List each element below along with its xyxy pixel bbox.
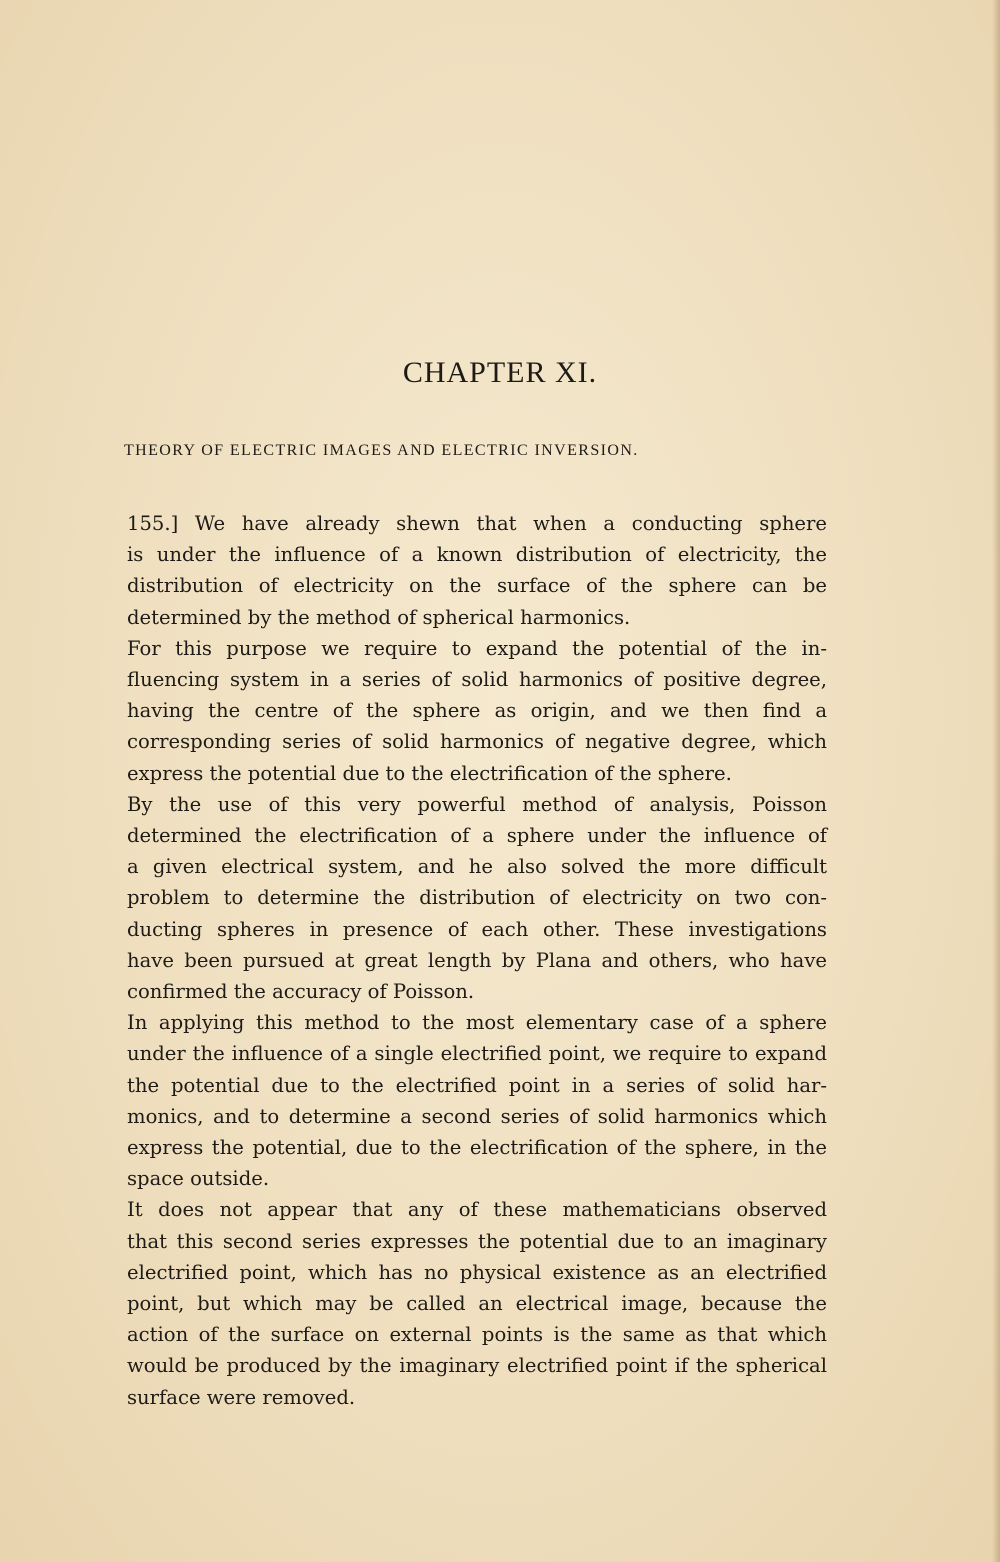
text-line: the potential due to the electrified point in a series of solid har- [127, 1073, 827, 1097]
text-line: that this second series expresses the potential due to an imaginary [127, 1229, 827, 1253]
text-line: corresponding series of solid harmonics of negative degree, which [127, 730, 827, 754]
text-line: ducting spheres in presence of each other. These investigations [127, 917, 827, 941]
text-line: action of the surface on external points is the same as that which [127, 1323, 827, 1347]
text-line: By the use of this very powerful method of analysis, Poisson [127, 792, 827, 816]
text-line: confirmed the accuracy of Poisson. [127, 980, 475, 1004]
paragraph-1 [97, 508, 827, 633]
text-line: fluencing system in a series of solid harmonics of positive degree, [127, 668, 827, 692]
page-edge-shadow [992, 0, 1000, 1562]
text-line: 155.] We have already shewn that when a conducting sphere [127, 512, 827, 535]
chapter-body [97, 508, 827, 1413]
text-line: determined by the method of spherical harmonics. [127, 605, 631, 629]
text-line: space outside. [127, 1167, 270, 1191]
text-line: would be produced by the imaginary electrified point if the spherical [127, 1354, 827, 1378]
text-line: electrified point, which has no physical existence as an electrified [127, 1260, 827, 1284]
paragraph-2 [97, 633, 827, 789]
text-line: For this purpose we require to expand the potential of the in- [127, 636, 827, 660]
text-line: under the influence of a single electrified point, we require to expand [127, 1042, 827, 1066]
text-line: express the potential due to the electrification of the sphere. [127, 761, 732, 785]
text-line: distribution of electricity on the surface of the sphere can be [127, 574, 827, 598]
chapter-title: CHAPTER XI. [402, 356, 598, 389]
text-line: determined the electrification of a sphere under the influence of [127, 824, 827, 848]
paragraph-3 [97, 789, 827, 1007]
text-line: a given electrical system, and he also solved the more difficult [127, 855, 827, 879]
text-line: have been pursued at great length by Plana and others, who have [127, 948, 827, 972]
text-line: monics, and to determine a second series of solid harmonics which [127, 1104, 827, 1128]
text-line: having the centre of the sphere as origin, and we then find a [127, 699, 827, 723]
text-line: problem to determine the distribution of electricity on two con- [127, 886, 827, 910]
text-line: surface were removed. [127, 1385, 356, 1409]
text-line: In applying this method to the most elementary case of a sphere [127, 1011, 827, 1035]
text-line: point, but which may be called an electrical image, because the [127, 1292, 827, 1316]
chapter-subtitle: THEORY OF ELECTRIC IMAGES AND ELECTRIC INVERSION. [124, 442, 639, 459]
text-line: express the potential, due to the electrification of the sphere, in the [127, 1136, 827, 1160]
paragraph-5 [97, 1194, 827, 1412]
paragraph-4 [97, 1007, 827, 1194]
text-line: It does not appear that any of these mathematicians observed [127, 1198, 827, 1222]
text-line: is under the influence of a known distribution of electricity, the [127, 543, 827, 567]
